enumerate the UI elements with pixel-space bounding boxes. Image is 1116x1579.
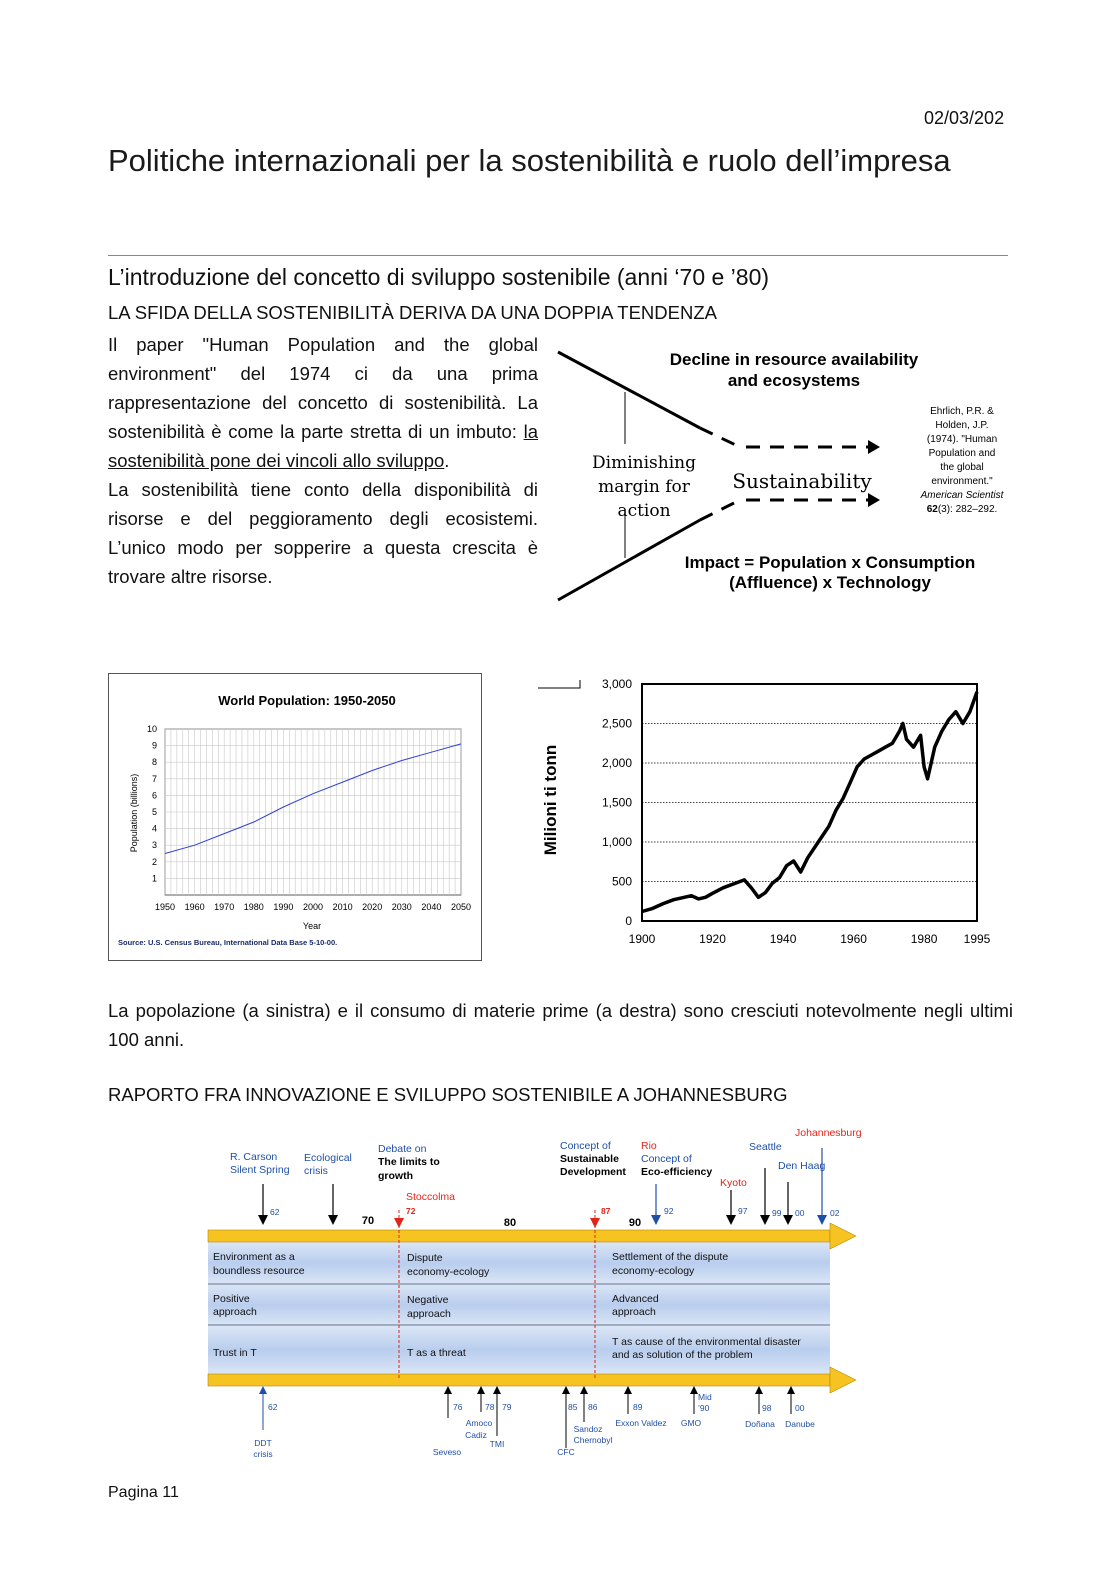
decade-80: 80 [503,1217,517,1229]
event-stoccolma: Stoccolma [406,1191,456,1203]
pop-xlabel: Year [302,921,322,931]
row1-col2-b: economy-ecology [407,1266,490,1278]
bottom-year-78: 78 [485,1402,495,1412]
mat-ytick: 0 [625,914,632,928]
top-year-97: 97 [738,1206,748,1216]
page-number: Pagina 11 [108,1484,179,1501]
bottom-year-00: 00 [795,1403,805,1413]
intro-paragraph [108,330,538,591]
title-divider [108,255,1008,256]
pop-ylabel: Population (billions) [129,773,139,853]
mat-xtick: 1900 [628,932,656,946]
row3-col3-b: and as solution of the problem [612,1349,753,1361]
event-debate-2: The limits to [378,1156,440,1168]
timeline-top-bar [208,1230,830,1242]
ref-1: Ehrlich, P.R. & [930,406,994,417]
row2-col1-a: Positive [213,1293,250,1305]
mat-xtick: 1940 [769,932,797,946]
bottom-year-mid-2: ’90 [698,1403,710,1413]
pop-ytick: 8 [151,757,157,768]
event-concept-1: Concept of [560,1140,611,1152]
bottom-year-79: 79 [502,1402,512,1412]
svg-text:62(3): 282–292. [927,504,998,515]
para-underlined: la sostenibilità pone dei vincoli allo sviluppo [108,421,538,471]
event-kyoto: Kyoto [720,1177,747,1189]
mat-ytick: 500 [611,874,632,889]
para-text-2: . [444,450,450,471]
funnel-bottom-2: (Affluence) x Technology [729,573,931,592]
row3-col2: T as a threat [407,1347,466,1359]
mat-xtick: 1960 [840,932,867,946]
timeline-diagram [200,1118,880,1468]
pop-xtick: 2030 [391,902,412,912]
row2-col2-b: approach [407,1308,451,1320]
pop-xtick: 1960 [184,902,205,912]
pop-ytick: 5 [151,807,157,817]
pop-source: Source: U.S. Census Bureau, International Data Base 5-10-00. [118,938,338,947]
mat-series-line [642,692,977,912]
event-debate-3: growth [378,1170,413,1182]
top-year-62: 62 [270,1207,280,1217]
event-denhaag: Den Haag [778,1160,826,1172]
section-subtitle: L’introduzione del concetto di sviluppo sostenibile (anni ‘70 e ’80) [108,264,770,290]
band-row-2 [208,1284,830,1326]
mat-ytick: 3,000 [601,677,632,691]
row3-col1: Trust in T [213,1347,257,1359]
section-heading-challenge: LA SFIDA DELLA SOSTENIBILITÀ DERIVA DA UNA DOPPIA TENDENZA [108,302,717,323]
event-ecoeff-1: Concept of [641,1153,692,1165]
event-ecoeff-2: Eco-efficiency [641,1166,713,1178]
event-eco-1: Ecological [304,1152,352,1164]
event-eco-2: crisis [304,1165,328,1177]
row2-col1-b: approach [213,1306,257,1318]
bottom-event-ddt-2: crisis [253,1449,273,1459]
mat-ylabel: Milioni ti tonn [541,744,560,856]
bottom-event-danube: Danube [785,1419,815,1429]
bottom-event-ddt-1: DDT [254,1438,272,1448]
row1-col3-b: economy-ecology [612,1265,695,1277]
ref-4: Population and [928,448,996,459]
bottom-year-98: 98 [762,1403,772,1413]
event-carson-2: Silent Spring [230,1164,290,1176]
pop-xtick: 2050 [450,902,472,912]
ref-7: American Scientist [920,490,1004,501]
timeline-top-arrowhead [830,1223,856,1249]
para-text-1: Il paper "Human Population and the global environment" del 1974 ci da una prima rappresentazione del concetto di sostenibilità. La sostenibilità è come la parte stretta di un imbuto: [108,334,538,442]
population-chart [108,673,482,961]
bottom-event-donana: Doñana [745,1419,775,1429]
event-seattle: Seattle [749,1141,782,1153]
mat-ytick: 1,500 [601,795,632,810]
section-heading-johannesburg: RAPORTO FRA INNOVAZIONE E SVILUPPO SOSTENIBILE A JOHANNESBURG [108,1084,788,1105]
decade-90: 90 [628,1217,642,1229]
funnel-left-2: margin for [598,477,690,497]
bottom-event-exxon: Exxon Valdez [615,1418,667,1428]
top-year-72: 72 [406,1206,416,1216]
top-year-87: 87 [601,1206,611,1216]
mat-xtick: 1920 [699,932,726,946]
event-rio: Rio [641,1140,657,1152]
pop-ytick: 7 [151,773,157,784]
para-text-3: La sostenibilità tiene conto della disponibilità di risorse e del peggioramento degli ecosistemi. L’unico modo per sopperire a questa crescita è trovare altre risorse. [108,479,538,587]
charts-caption: La popolazione (a sinistra) e il consumo di materie prime (a destra) sono cresciuti notevolmente negli ultimi 100 anni. [108,1000,1013,1050]
pop-xtick: 1980 [243,902,264,912]
ref-8-rest: (3): 282–292. [937,504,998,515]
bottom-event-sandoz-1: Sandoz [573,1424,603,1434]
event-carson-1: R. Carson [230,1151,278,1163]
row1-col3-a: Settlement of the dispute [612,1251,729,1263]
mat-ytick: 2,500 [601,716,632,731]
mat-xtick: 1980 [910,932,938,946]
bottom-event-seveso: Seveso [432,1447,462,1457]
pop-ytick: 2 [151,856,157,867]
page-title: Politiche internazionali per la sostenibilità e ruolo dell’impresa [108,143,951,178]
funnel-center: Sustainability [732,469,872,493]
bottom-year-85: 85 [568,1402,578,1412]
funnel-bottom-1: Impact = Population x Consumption [684,553,976,572]
materials-chart [530,672,1010,962]
row2-col3-b: approach [612,1306,656,1318]
event-concept-2: Sustainable [560,1153,619,1165]
pop-ytick: 4 [151,823,157,834]
pop-ytick: 10 [146,724,157,734]
bottom-year-62: 62 [268,1402,278,1412]
top-year-92: 92 [664,1206,674,1216]
row1-col1-a: Environment as a [213,1251,295,1263]
bottom-year-86: 86 [588,1402,598,1412]
row2-col3-a: Advanced [612,1293,659,1305]
pop-ytick: 1 [151,873,157,884]
bottom-event-tmi: TMI [489,1439,505,1449]
event-debate-1: Debate on [378,1143,427,1155]
ref-6: environment." [931,476,993,487]
row1-col1-b: boundless resource [213,1265,305,1277]
pop-xtick: 2000 [302,902,324,912]
pop-ytick: 3 [151,840,157,851]
top-year-00: 00 [795,1208,805,1218]
funnel-left-1: Diminishing [592,453,696,473]
ref-8-bold: 62 [926,504,938,515]
mat-ytick: 1,000 [601,835,632,849]
top-year-02: 02 [830,1208,840,1218]
bottom-event-amoco-1: Amoco [465,1418,493,1428]
pop-xtick: 2010 [332,902,353,912]
decade-70: 70 [361,1215,375,1227]
pop-xtick: 1990 [273,902,294,912]
funnel-top-1: Decline in resource availability [669,350,919,369]
ref-3: (1974). "Human [926,434,998,445]
pop-xtick: 1950 [154,902,176,912]
pop-ytick: 9 [151,740,157,751]
row1-col2-a: Dispute [407,1252,443,1264]
funnel-left-3: action [617,501,671,521]
pop-xtick: 1970 [214,902,235,912]
bottom-event-sandoz-2: Chernobyl [573,1435,613,1445]
pop-title: World Population: 1950-2050 [218,693,396,708]
pop-ytick: 6 [151,790,157,801]
mat-ytick: 2,000 [601,756,632,770]
pop-xtick: 2020 [362,902,383,912]
bottom-year-76: 76 [453,1402,463,1412]
document-date: 02/03/202 [924,108,1005,128]
bottom-year-89: 89 [633,1402,643,1412]
row2-col2-a: Negative [407,1294,449,1306]
top-year-99: 99 [772,1208,782,1218]
band-row-1 [208,1242,830,1284]
mat-xtick: 1995 [963,932,991,946]
timeline-bottom-arrowhead [830,1367,856,1393]
funnel-diagram [550,340,1010,610]
pop-xtick: 2040 [421,902,442,912]
event-johannesburg: Johannesburg [795,1127,862,1139]
event-concept-3: Development [560,1166,626,1178]
funnel-top-2: and ecosystems [727,371,861,390]
ref-5: the global [940,462,984,473]
row3-col3-a: T as cause of the environmental disaster [612,1336,801,1348]
bottom-event-amoco-2: Cadiz [465,1430,487,1440]
bottom-year-mid-1: Mid [698,1392,712,1402]
ref-2: Holden, J.P. [935,420,989,431]
timeline-bottom-bar [208,1374,830,1386]
bottom-event-gmo: GMO [680,1418,702,1428]
bottom-event-cfc: CFC [557,1447,575,1457]
